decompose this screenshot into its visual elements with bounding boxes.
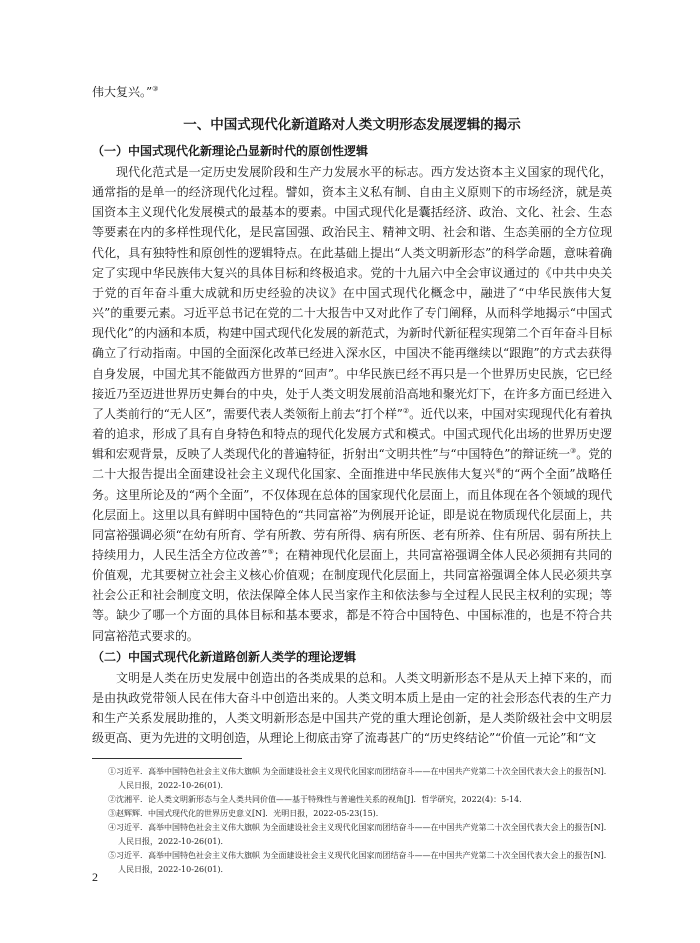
paragraph-1-text-c: 。党的二十大报告提出全面建设社会主义现代化国家、全面推进中华民族伟大复兴 (92, 447, 612, 482)
footnote-divider (92, 758, 242, 759)
footnote-2: ②沈湘平．论人类文明新形态与全人类共同价值——基于特殊性与普遍性关系的视角[J]．哲学研究，2022(4)：5-14． (108, 795, 528, 805)
paragraph-2: 文明是人类在历史发展中创造出的各类成果的总和。人类文明新形态不是从天上掉下来的，而是由执政党带领人民在伟大奋斗中创造出来的。人类文明本质上是由一定的社会形态代表的生产力和生产关系发展助推的，人类文明新形态是中国共产党的重大理论创新，是人类阶级社会中文明层级更高、更为先进的文明创造，从理论上彻底击穿了流毒甚广的“历史终结论”“价值一元论”和“文 (92, 670, 612, 746)
page-number: 2 (92, 870, 98, 884)
footnote-marker[interactable]: ③ (152, 85, 159, 93)
subsection-title-1: （一）中国式现代化新理论凸显新时代的原创性逻辑 (92, 144, 369, 158)
footnote-1: ①习近平．高举中国特色社会主义伟大旗帜 为全面建设社会主义现代化国家而团结奋斗——在中国共产党第二十次全国代表大会上的报告[N]．人民日报，2022-10-26(01)． (108, 767, 612, 791)
footnote-5: ⑤习近平．高举中国特色社会主义伟大旗帜 为全面建设社会主义现代化国家而团结奋斗——在中国共产党第二十次全国代表大会上的报告[N]．人民日报，2022-10-26(01)． (108, 851, 612, 875)
footnote-4: ④习近平．高举中国特色社会主义伟大旗帜 为全面建设社会主义现代化国家而团结奋斗——在中国共产党第二十次全国代表大会上的报告[N]．人民日报，2022-10-26(01)． (108, 823, 612, 847)
subsection-title-2: （二）中国式现代化新道路创新人类学的理论逻辑 (92, 649, 357, 664)
lead-line: 伟大复兴。” (92, 85, 153, 99)
page-body (92, 82, 612, 877)
footnote-3: ③赵辉辉．中国式现代化的世界历史意义[N]．光明日报，2022-05-23(15)． (108, 809, 384, 819)
paragraph-1-text-d: 的“两个全面”战略任务。这里所论及的“两个全面”，不仅体现在总体的国家现代化层面上，而且体现在各个领域的现代化层面上。这里以具有鲜明中国特色的“共同富裕”为例展开论证，即是说在物质现代化层面上，共同富裕强调必须“在幼有所育、学有所教、劳有所得、病有所医、老有所养、住有所居、弱有所扶上持续用力，人民生活全方位改善” (92, 467, 612, 562)
paragraph-1-text-b: 。近代以来，中国对实现现代化有着执着的追求，形成了具有自身特色和特点的现代化发展方式和模式。中国式现代化出场的世界历史逻辑和宏观背景，反映了人类现代化的普遍特征，折射出“文明共性”与“中国特色”的辩证统一 (92, 406, 612, 462)
footnote-marker[interactable]: ② (402, 406, 410, 415)
footnote-marker[interactable]: ⑤ (267, 547, 274, 556)
paragraph-1-text-a: 现代化范式是一定历史发展阶段和生产力发展水平的标志。西方发达资本主义国家的现代化，通常指的是单一的经济现代化过程。譬如，资本主义私有制、自由主义原则下的市场经济，就是英国资本主义现代化发展模式的最基本的要素。中国式现代化是囊括经济、政治、文化、社会、生态等要素在内的多样性现代化，是民富国强、政治民主、精神文明、社会和谐、生态美丽的全方位现代化，具有独特性和原创性的逻辑特点。在此基础上提出“人类文明新形态”的科学命题，意味着确定了实现中华民族伟大复兴的具体目标和终极追求。党的十九届六中全会审议通过的《中共中央关于党的百年奋斗重大成就和历史经验的决议》在中国式现代化概念中，融进了“中华民族伟大复兴”的重要元素。习近平总书记在党的二十大报告中又对此作了专门阐释，从而科学地揭示“中国式现代化”的内涵和本质，构建中国式现代化发展的新范式，为新时代新征程实现第二个百年奋斗目标确立了行动指南。中国的全面深化改革已经进入深水区，中国决不能再继续以“跟跑”的方式去获得自身发展，中国尤其不能做西方世界的“回声”。中华民族已经不再只是一个世界历史民族，它已经接近乃至迈进世界历史舞台的中央，处于人类文明发展前沿高地和聚光灯下，在许多方面已经进入了人类前行的“无人区”，需要代表人类领衔上前去“打个样” (92, 165, 612, 421)
footnote-marker[interactable]: ④ (495, 467, 502, 476)
section-title: 一、中国式现代化新道路对人类文明形态发展逻辑的揭示 (183, 117, 521, 133)
lead-text (92, 82, 612, 102)
footnotes (92, 765, 612, 877)
paragraph-1 (92, 162, 612, 646)
footnote-marker[interactable]: ③ (570, 447, 577, 456)
paragraph-1-text-e: ；在精神现代化层面上，共同富裕强调全体人民必须拥有共同的价值观，尤其要树立社会主义核心价值观；在制度现代化层面上，共同富裕强调全体人民必须共享社会公正和社会制度文明，依法保障全体人民当家作主和依法参与全过程人民民主权利的实现；等等。缺少了哪一个方面的具体目标和基本要求，都是不符合中国特色、中国标准的，也是不符合共同富裕范式要求的。 (92, 547, 612, 643)
